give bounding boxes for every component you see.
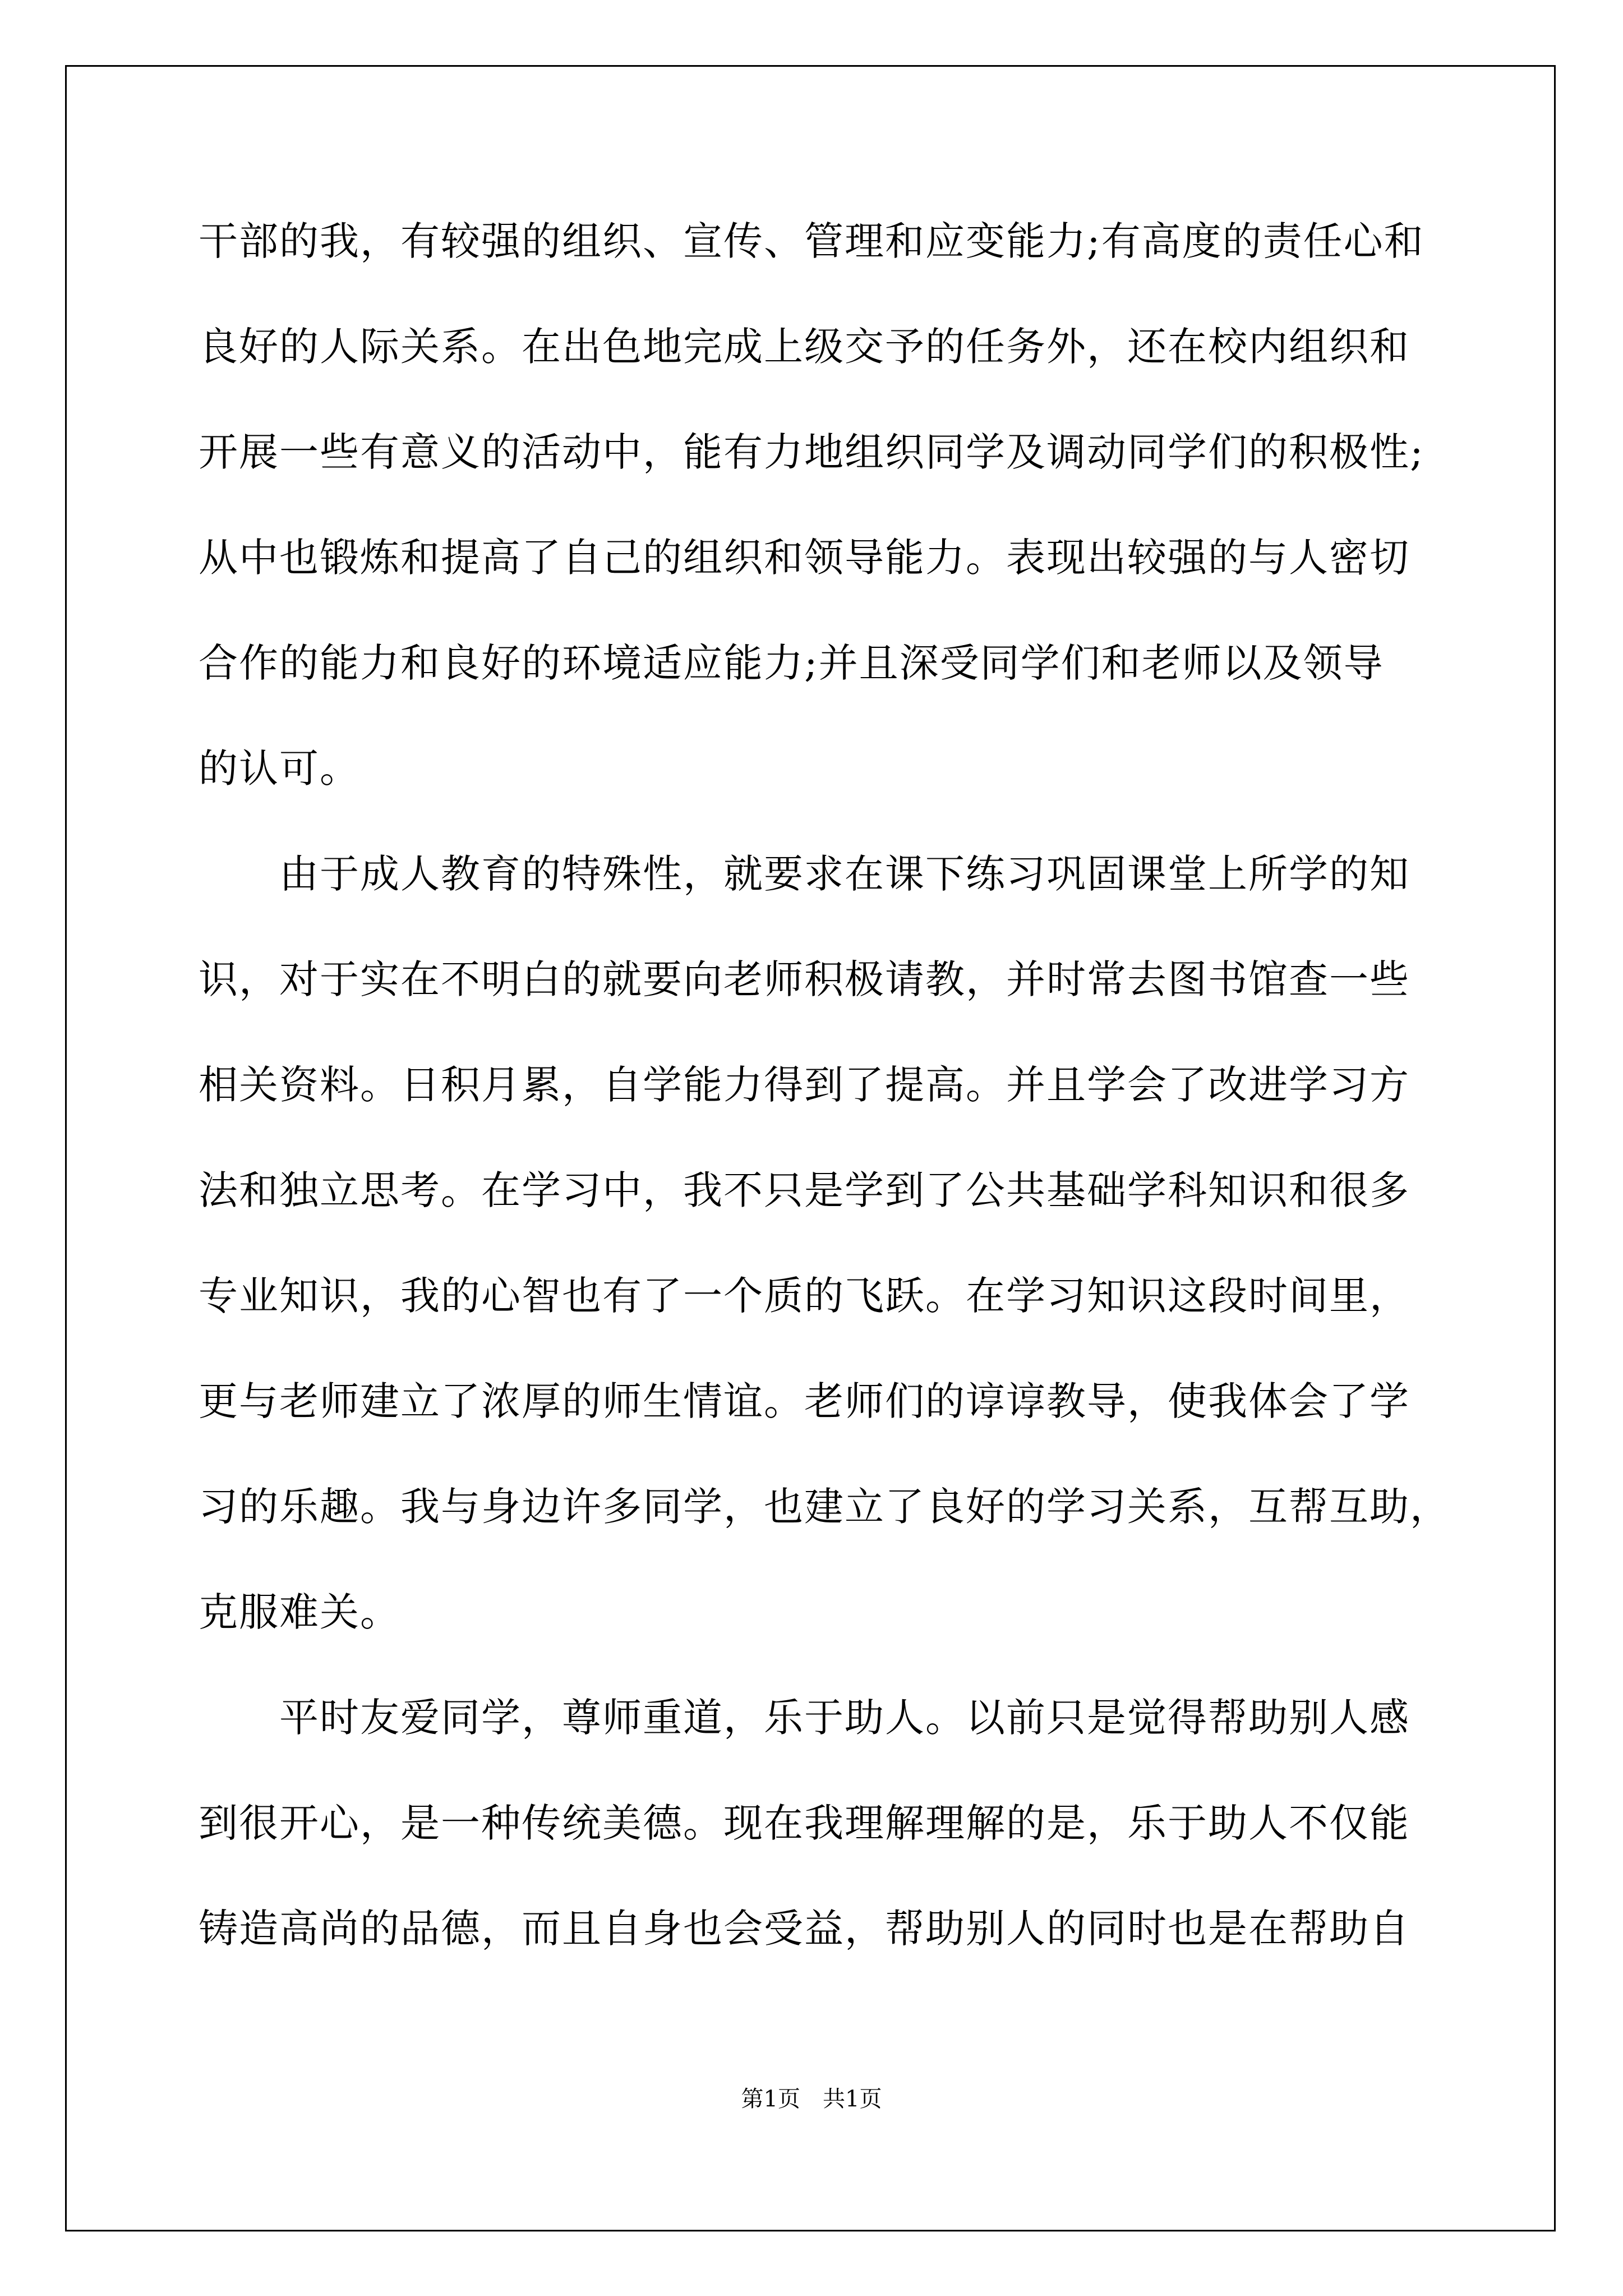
- text-line: 平时友爱同学，尊师重道，乐于助人。以前只是觉得帮助别人感: [199, 1695, 1410, 1741]
- text-line: 到很开心，是一种传统美德。现在我理解理解的是，乐于助人不仅能: [199, 1800, 1410, 1846]
- text-line: 习的乐趣。我与身边许多同学，也建立了良好的学习关系，互帮互助，: [199, 1484, 1450, 1530]
- text-line: 由于成人教育的特殊性，就要求在课下练习巩固课堂上所学的知: [199, 851, 1410, 897]
- page-number-footer: 第1页 共1页: [741, 2086, 882, 2112]
- text-line: 合作的能力和良好的环境适应能力;并且深受同学们和老师以及领导: [199, 640, 1384, 686]
- text-line: 识，对于实在不明白的就要向老师积极请教，并时常去图书馆查一些: [199, 956, 1410, 1002]
- text-line: 从中也锻炼和提高了自己的组织和领导能力。表现出较强的与人密切: [199, 535, 1410, 581]
- text-line: 克服难关。: [199, 1589, 400, 1635]
- text-line: 铸造高尚的品德，而且自身也会受益，帮助别人的同时也是在帮助自: [199, 1906, 1410, 1952]
- text-line: 干部的我，有较强的组织、宣传、管理和应变能力;有高度的责任心和: [199, 218, 1424, 264]
- text-line: 更与老师建立了浓厚的师生情谊。老师们的谆谆教导，使我体会了学: [199, 1378, 1410, 1424]
- text-line: 的认可。: [199, 746, 360, 792]
- text-line: 专业知识，我的心智也有了一个质的飞跃。在学习知识这段时间里，: [199, 1273, 1410, 1319]
- text-line: 法和独立思考。在学习中，我不只是学到了公共基础学科知识和很多: [199, 1167, 1410, 1213]
- text-line: 良好的人际关系。在出色地完成上级交予的任务外，还在校内组织和: [199, 324, 1410, 370]
- text-line: 开展一些有意义的活动中，能有力地组织同学及调动同学们的积极性;: [199, 429, 1424, 475]
- text-line: 相关资料。日积月累，自学能力得到了提高。并且学会了改进学习方: [199, 1062, 1410, 1108]
